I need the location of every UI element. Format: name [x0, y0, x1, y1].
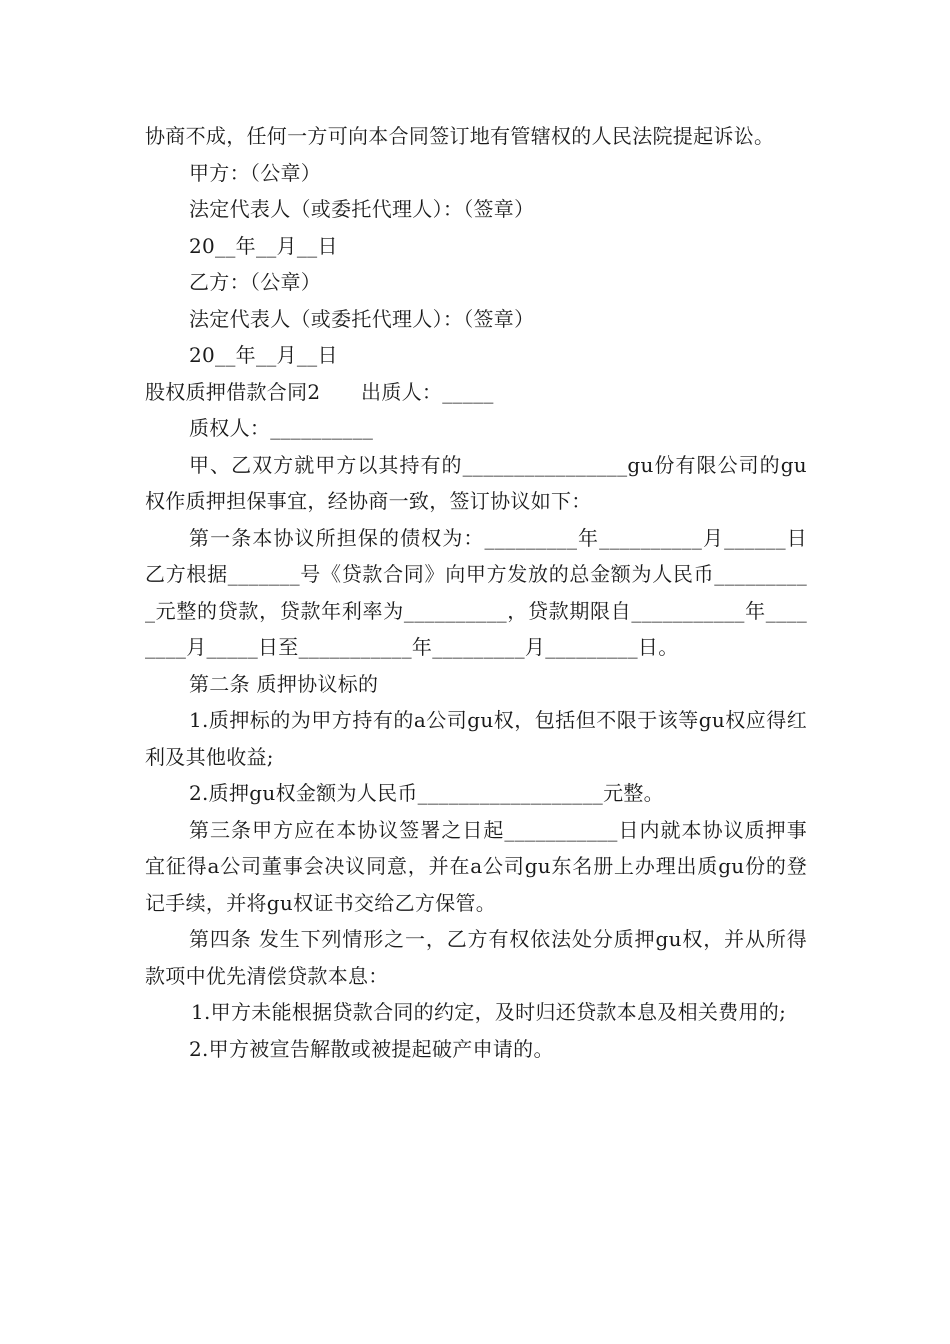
- party-b-representative-line: 法定代表人（或委托代理人）：（签章）: [189, 306, 535, 331]
- party-b-seal-line: 乙方：（公章）: [189, 270, 322, 294]
- document-body: [145, 118, 807, 1067]
- article-4: 第四条 发生下列情形之一，乙方有权依法处分质押gu权，并从所得款项中优先清偿贷款本息：: [145, 927, 807, 988]
- article-4-item-2: 2.甲方被宣告解散或被提起破产申请的。: [189, 1036, 554, 1061]
- paragraph-intro: 甲、乙双方就甲方以其持有的________________gu份有限公司的gu权作质押担保事宜，经协商一致，签订协议如下：: [145, 452, 807, 513]
- article-1: 第一条本协议所担保的债权为：_________年__________月______日乙方根据_______号《贷款合同》向甲方发放的总金额为人民币__________元整的贷款，贷款年利率为__________，贷款期限自___________年________月_____日至___________年_________月_________日。: [145, 525, 807, 659]
- contract-title-pledgor-line: 股权质押借款合同2 出质人：_____: [145, 379, 494, 404]
- article-2-item-1: 1.质押标的为甲方持有的a公司gu权，包括但不限于该等gu权应得红利及其他收益;: [145, 708, 807, 769]
- article-2-heading: 第二条 质押协议标的: [189, 671, 379, 696]
- paragraph-dispute-clause: 协商不成，任何一方可向本合同签订地有管辖权的人民法院提起诉讼。: [145, 124, 775, 148]
- party-a-seal-line: 甲方：（公章）: [189, 160, 322, 185]
- article-4-item-1: 1.甲方未能根据贷款合同的约定，及时归还贷款本息及相关费用的;: [191, 1000, 787, 1024]
- article-3: 第三条甲方应在本协议签署之日起___________日内就本协议质押事宜征得a公司董事会决议同意，并在a公司gu东名册上办理出质gu份的登记手续，并将gu权证书交给乙方保管。: [145, 817, 807, 915]
- article-2-item-2: 2.质押gu权金额为人民币__________________元整。: [189, 781, 664, 805]
- pledgee-line: 质权人：__________: [189, 416, 374, 440]
- party-a-representative-line: 法定代表人（或委托代理人）：（签章）: [189, 197, 535, 221]
- party-b-date-line: 20__年__月__日: [189, 343, 338, 367]
- party-a-date-line: 20__年__月__日: [189, 233, 338, 258]
